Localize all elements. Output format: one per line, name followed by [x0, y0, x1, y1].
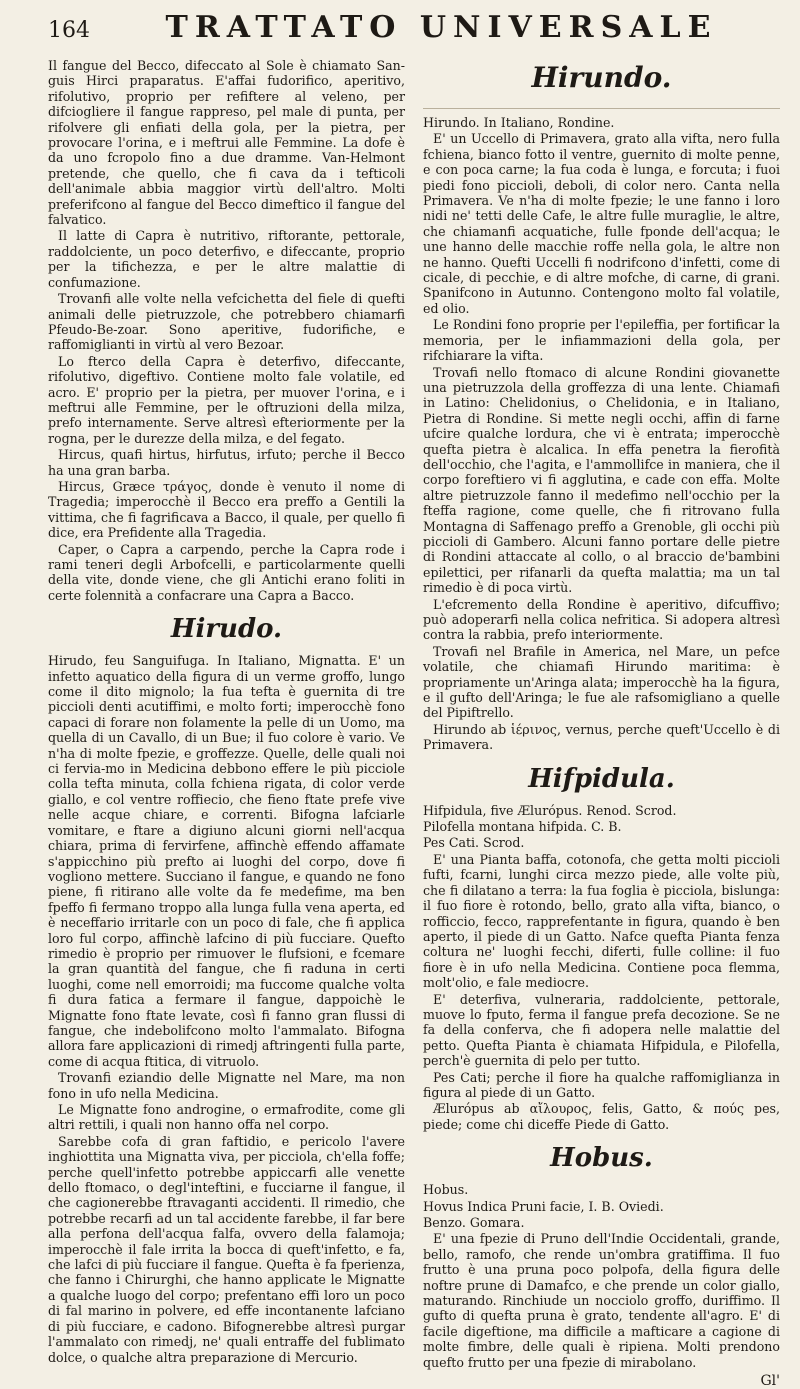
body-paragraph: Trovanfi alle volte nella vefcichetta del fiele di quefti animali delle pietruzzole, che potrebbero chiamarfi Pfeudo-Be-zoar. Sono aperitive, fudorifiche, e raffomiglianti in virtù al vero Bezoar.	[48, 291, 405, 353]
body-paragraph: Ælurópus ab αἴλουρος, felis, Gatto, & πούς pes, piede; come chi diceffe Piede di Gatto.	[423, 1101, 780, 1132]
body-paragraph: Sarebbe cofa di gran faftidio, e pericolo l'avere inghiottita una Mignatta viva, per picciola, ch'ella foffe; perche quell'infetto potrebbe appiccarfi alle venette dello ftomaco, o degl'inteftini, e fucciarne il fangue, il che cagionerebbe ftravaganti accidenti. Il rimedio, che potrebbe recarfi ad un tal accidente farebbe, il far bere alla perfona dell'acqua falfa, ovvero della falamoja; imperocchè il fale irrita la bocca di queft'infetto, e fa, che lafci di più fucciare il fangue. Quefta è fa fperienza, che fanno i Chirurghi, che hanno applicate le Mignatte a qualche luogo del corpo; prefentano effi loro un poco di fal marino in polvere, ed effe incontanente lafciano di più fucciare, e cadono. Bifognerebbe altresì purgar l'ammalato con rimedj, ne' quali entraffe del fublimato dolce, o qualche altra preparazione di Mercurio.	[48, 1133, 405, 1365]
entry-heading-hirundo: Hirundo.	[531, 61, 672, 94]
body-paragraph: L'efcremento della Rondine è aperitivo, difcuffivo; può adoperarfi nella colica nefritica. Si adopera altresì contra la rabbia, prefo interiormente.	[423, 596, 780, 643]
running-head	[48, 10, 780, 54]
body-paragraph: E' un Uccello di Primavera, grato alla vifta, nero fulla fchiena, bianco fotto il ventre, guernito di molte penne, e con poca carne; la fua coda è lunga, e forcuta; i fuoi piedi fono piccioli, deboli, di color nero. Canta nella Primavera. Ve n'ha di molte fpezie; le une fanno i loro nidi ne' tetti delle Cafe, le altre fulle muraglie, le altre, che chiamanfi acquatiche, fulle fponde dell'acqua; le une hanno delle macchie roffe nella gola, le altre non ne hanno. Quefti Uccelli fi nodrifcono d'infetti, come di cicale, di pecchie, e di altre mofche, di carne, di grani. Spanifcono in Autunno. Contengono molto fal volatile, ed olio.	[423, 131, 780, 316]
page-number: 164	[48, 18, 90, 43]
body-paragraph: Lo fterco della Capra è deterfivo, difeccante, rifolutivo, digeftivo. Contiene molto fale volatile, ed acro. E' proprio per la pietra, per muover l'orina, e i meftrui alle Femmine, per le oftruzioni della milza, prefo internamente. Serve altresì efteriormente per la rogna, per le durezze della milza, e del fegato.	[48, 353, 405, 446]
body-paragraph: Le Mignatte fono androgine, o ermafrodite, come gli altri rettili, i quali non hanno offa nel corpo.	[48, 1102, 405, 1133]
body-paragraph: Hifpidula, five Ælurópus. Renod. Scrod.	[423, 802, 677, 818]
body-paragraph: Hirudo, feu Sanguifuga. In Italiano, Mignatta. E' un infetto aquatico della figura di un verme groffo, lungo come il dito mignolo; la fua tefta è guernita di tre piccioli denti acutiffimi, e molto forti; imperocchè fono capaci di forare non folamente la pelle di un Uomo, ma quella di un Cavallo, di un Bue; il fuo colore è vario. Ve n'ha di molte fpezie, e groffezze. Quelle, delle quali noi ci fervia-mo in Medicina debbono effere le più picciole colla tefta minuta, colla fchiena rigata, di color verde giallo, e col ventre roffiecio, che fieno ftate prefe vive nelle acque chiare, e correnti. Bifogna lafciarle vomitare, e ftare a digiuno alcuni giorni nell'acqua chiara, prima di fervirfene, affinchè effendo affamate s'appicchino più prefto ai luoghi del corpo, dove fi vogliono mettere. Succiano il fangue, e quando ne fono piene, fi ritirano alle volte da fe medefime, ma ben fpeffo fi fermano troppo alla lunga fulla vena aperta, ed è neceffario irritarle con un poco di fale, che fi applica loro ful corpo, affinchè lafcino di più fucciare. Quefto rimedio è proprio per rimuover le flufsioni, e fcemare la gran quantità del fangue, che fi raduna in certi luoghi, come nell emorroidi; ma fuccome qualche volta fi dura fatica a fermare il fangue, dappoichè le Mignatte fono ftate levate, così fi fanno gran flussi di fangue, che indebolifcono molto l'ammalato. Bifogna allora fare applicazioni di rimedj aftringenti fulla parte, come di acqua ftitica, di vitruolo.	[48, 653, 405, 1069]
synonym-line: Pilofella montana hifpida. C. B.	[423, 819, 622, 835]
body-paragraph: Trovafi nello ftomaco di alcune Rondini giovanette una pietruzzola della groffezza di una lente. Chiamafi in Latino: Chelidonius, o Chelidonia, e in Italiano, Pietra di Rondine. Si mette negli occhi, affin di farne ufcire qualche lordura, che vi è entrata; imperocchè quefta pietra è alcalica. In effa penetra la fierofità dell'occhio, che l'agita, e l'ammollifce in maniera, che il corpo foreftiero vi fi agglutina, e cade con effa. Molte altre pietruzzole fanno il medefimo nell'occhio per la fteffa ragione, come quelle, che fi ritrovano fulla Montagna di Saffenago preffo a Grenoble, gli occhi più piccioli di Gambero. Alcuni fanno portare delle pietre di Rondini attaccate al collo, o al braccio de'bambini epilettici, per rifanarli da quefta malattia; ma un tal rimedio è di poca virtù.	[423, 364, 780, 596]
running-title: TRATTATO UNIVERSALE	[165, 10, 718, 45]
synonym-line: Hovus Indica Pruni facie, I. B. Oviedi.	[423, 1198, 664, 1214]
body-paragraph: E' deterfiva, vulneraria, raddolciente, pettorale, muove lo fputo, ferma il fangue prefa decozione. Se ne fa della conferva, che fi adopera nelle malattie del petto. Quefta Pianta è chiamata Hifpidula, e Pilofella, perch'è guernita di pelo per tutto.	[423, 991, 780, 1069]
catchword: Gl'	[760, 1373, 780, 1389]
body-paragraph: Hirundo ab ἱέρινος, vernus, perche queft'Uccello è di Primavera.	[423, 721, 780, 753]
entry-heading-hispidula: Hifpidula.	[528, 763, 675, 794]
body-paragraph: Hircus, Græce τράγος, donde è venuto il nome di Tragedia; imperocchè il Becco era preffo a Gentili la vittima, che fi fagrificava a Bacco, il quale, per quello fi dice, era Prefidente alla Tragedia.	[48, 478, 405, 541]
synonym-line: Benzo. Gomara.	[423, 1215, 525, 1230]
entry-heading-hirudo: Hirudo.	[170, 614, 283, 645]
body-paragraph: Pes Cati; perche il fiore ha qualche raffomiglianza in figura al piede di un Gatto.	[423, 1069, 780, 1100]
body-paragraph: Trovafi nel Brafile in America, nel Mare, un pefce volatile, che chiamafi Hirundo maritima: è propriamente un'Aringa alata; imperocchè ha la figura, e il gufto dell'Aringa; le fue ale rafsomigliano a quelle del Pipiftrello.	[423, 643, 780, 721]
body-paragraph: Il fangue del Becco, difeccato al Sole è chiamato San-guis Hirci praparatus. E'affai fudorifico, aperitivo, rifolutivo, proprio per refiftere al veleno, per difciogliere il fangue rappreso, pel male di punta, per rifolvere gli enfiati della gola, per la pietra, per provocare l'orina, e i meftrui alle Femmine. La dofe è da uno fcropolo fino a due dramme. Van-Helmont pretende, che quello, che fi cava da i tefticoli dell'animale abbia maggior virtù dell'altro. Molti preferifcono al fangue del Becco dimeftico il fangue del falvatico.	[48, 58, 405, 228]
body-paragraph: Il latte di Capra è nutritivo, riftorante, pettorale, raddolciente, un poco deterfivo, e difeccante, proprio per la tifichezza, e per le altre malattie di confumazione.	[48, 228, 405, 290]
body-paragraph: Hirundo. In Italiano, Rondine.	[423, 115, 615, 130]
entry-heading-hobus: Hobus.	[550, 1143, 653, 1174]
body-paragraph: Le Rondini fono proprie per l'epileffia, per fortificar la memoria, per le infiammazioni della gola, per rifchiarare la vifta.	[423, 317, 780, 364]
text-columns	[48, 58, 780, 1389]
synonym-line: Pes Cati. Scrod.	[423, 835, 525, 851]
body-paragraph: E' una Pianta baffa, cotonofa, che getta molti piccioli fufti, fcarni, lunghi circa mezzo piede, alle volte più, che fi dilatano a terra: la fua foglia è picciola, bislunga: il fuo fiore è rotondo, bello, grato alla vifta, bianco, o rofficcio, fecco, rapprefentante in figura, quando è ben aperto, il piede di un Gatto. Nafce quefta Pianta fenza coltura ne' luoghi fecchi, diferti, fulle colline: il fuo fiore è in ufo nella Medicina. Contiene poca flemma, molt'olio, e fale mediocre.	[423, 851, 780, 991]
right-column	[423, 58, 780, 1389]
body-paragraph: Trovanfi eziandio delle Mignatte nel Mare, ma non fono in ufo nella Medicina.	[48, 1070, 405, 1101]
body-paragraph: Caper, o Capra a carpendo, perche la Capra rode i rami teneri degli Arbofcelli, e particolarmente quelli della vite, donde viene, che gli Antichi erano foliti in certe folennità a confacrare una Capra a Bacco.	[48, 541, 405, 603]
divider	[423, 108, 780, 109]
body-paragraph: E' una fpezie di Pruno dell'Indie Occidentali, grande, bello, ramofo, che rende un'ombra gratiffima. Il fuo frutto è una pruna poco polpofa, della figura delle noftre prune di Damafco, e che prende un color giallo, maturando. Rinchiude un nocciolo groffo, duriffimo. Il gufto di quefta pruna è grato, tendente all'agro. E' di facile digeftione, ma difficile a mafticare a cagione di molte fimbre, delle quali è ripiena. Molti prendono quefto frutto per una fpezie di mirabolano.	[423, 1231, 780, 1370]
body-paragraph: Hircus, quafi hirtus, hirfutus, irfuto; perche il Becco ha una gran barba.	[48, 447, 405, 478]
left-column	[48, 58, 405, 1389]
body-paragraph: Hobus.	[423, 1182, 469, 1198]
